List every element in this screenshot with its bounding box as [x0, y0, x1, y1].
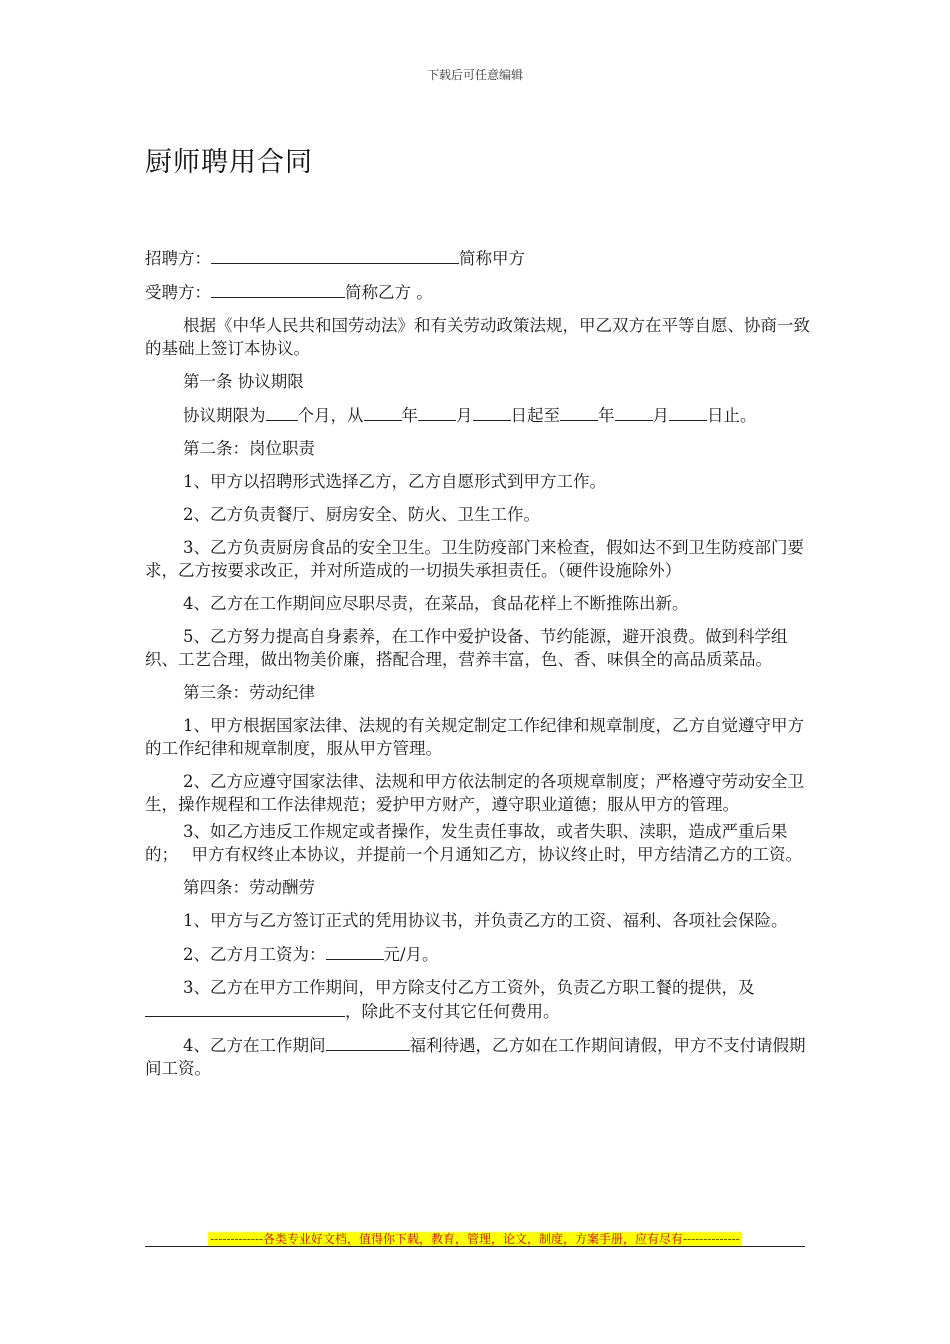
article-4-item: 1、甲方与乙方签订正式的凭用协议书，并负责乙方的工资、福利、各项社会保险。	[183, 911, 788, 930]
article-3-item: 3、如乙方违反工作规定或者操作，发生责任事故，或者失职、渎职，造成严重后果的； 甲方有权终止本协议，并提前一个月通知乙方，协议终止时，甲方结清乙方的工资。	[145, 822, 802, 864]
term-text: 月	[652, 406, 669, 425]
party-a-suffix: 简称甲方	[459, 249, 525, 268]
term-text: 个月，从	[297, 406, 364, 425]
article-4-benefits	[145, 1033, 810, 1080]
start-month-blank[interactable]	[418, 403, 456, 421]
article-2-item: 2、乙方负责餐厅、厨房安全、防火、卫生工作。	[183, 505, 540, 524]
party-b-suffix: 简称乙方 。	[345, 283, 433, 302]
term-text: 年	[598, 406, 615, 425]
article-3-heading: 第三条：劳动纪律	[183, 683, 315, 702]
party-a-label: 招聘方：	[145, 249, 211, 268]
meals-text: 3、乙方在甲方工作期间，甲方除支付乙方工资外，负责乙方职工餐的提供，及	[183, 978, 755, 997]
party-a-blank[interactable]	[211, 246, 459, 264]
article-2-heading: 第二条：岗位职责	[183, 439, 315, 458]
article-2-item: 4、乙方在工作期间应尽职尽责，在菜品，食品花样上不断推陈出新。	[183, 594, 689, 613]
salary-text: 元/月。	[383, 945, 439, 964]
page-footer	[145, 1228, 805, 1247]
party-b-label: 受聘方：	[145, 283, 211, 302]
start-day-blank[interactable]	[473, 403, 511, 421]
intro-paragraph: 根据《中华人民共和国劳动法》和有关劳动政策法规，甲乙双方在平等自愿、协商一致的基础上签订本协议。	[145, 316, 810, 358]
end-day-blank[interactable]	[669, 403, 707, 421]
footer-banner: -------------各类专业好文档，值得你下载，教育，管理，论文，制度，方案手册，应有尽有--------------	[210, 1232, 740, 1246]
term-text: 年	[401, 406, 418, 425]
article-2-item: 5、乙方努力提高自身素养，在工作中爱护设备、节约能源，避开浪费。做到科学组织、工艺合理，做出物美价廉，搭配合理，营养丰富，色、香、味俱全的高品质菜品。	[145, 627, 788, 669]
salary-blank[interactable]	[326, 942, 384, 960]
end-month-blank[interactable]	[615, 403, 653, 421]
document-title: 厨师聘用合同	[145, 147, 313, 178]
benefits-blank[interactable]	[326, 1033, 410, 1051]
term-text: 日起至	[510, 406, 560, 425]
start-year-blank[interactable]	[364, 403, 402, 421]
benefits-text: 福利待遇，乙方如在工作期间请假，甲方不支付请假期间工资。	[145, 1036, 806, 1078]
meals-text: ，除此不支付其它任何费用。	[345, 1002, 560, 1021]
article-2-item: 3、乙方负责厨房食品的安全卫生。卫生防疫部门来检查，假如达不到卫生防疫部门要求，乙方按要求改正，并对所造成的一切损失承担责任。（硬件设施除外）	[145, 538, 804, 580]
salary-text: 2、乙方月工资为：	[183, 945, 326, 964]
document-body	[145, 246, 810, 1090]
term-text: 协议期限为	[183, 406, 266, 425]
benefits-text: 4、乙方在工作期间	[183, 1036, 326, 1055]
months-blank[interactable]	[266, 403, 298, 421]
article-4-heading: 第四条：劳动酬劳	[183, 878, 315, 897]
party-a-line	[145, 246, 810, 270]
meals-blank[interactable]	[145, 999, 345, 1017]
term-text: 月	[456, 406, 473, 425]
page-header: 下载后可任意编辑	[426, 68, 523, 82]
end-year-blank[interactable]	[560, 403, 598, 421]
article-3-item: 2、乙方应遵守国家法律、法规和甲方依法制定的各项规章制度；严格遵守劳动安全卫生，操作规程和工作法律规范；爱护甲方财产，遵守职业道德；服从甲方的管理。	[145, 772, 804, 814]
footer-divider	[145, 1246, 805, 1247]
article-1-heading: 第一条 协议期限	[183, 372, 304, 391]
party-b-blank[interactable]	[211, 280, 345, 298]
article-4-meals	[145, 976, 810, 1023]
article-1-term	[145, 403, 810, 427]
article-4-salary	[145, 942, 810, 966]
party-b-line	[145, 280, 810, 304]
article-3-item: 1、甲方根据国家法律、法规的有关规定制定工作纪律和规章制度，乙方自觉遵守甲方的工作纪律和规章制度，服从甲方管理。	[145, 716, 804, 758]
term-text: 日止。	[707, 406, 757, 425]
article-2-item: 1、甲方以招聘形式选择乙方，乙方自愿形式到甲方工作。	[183, 472, 606, 491]
